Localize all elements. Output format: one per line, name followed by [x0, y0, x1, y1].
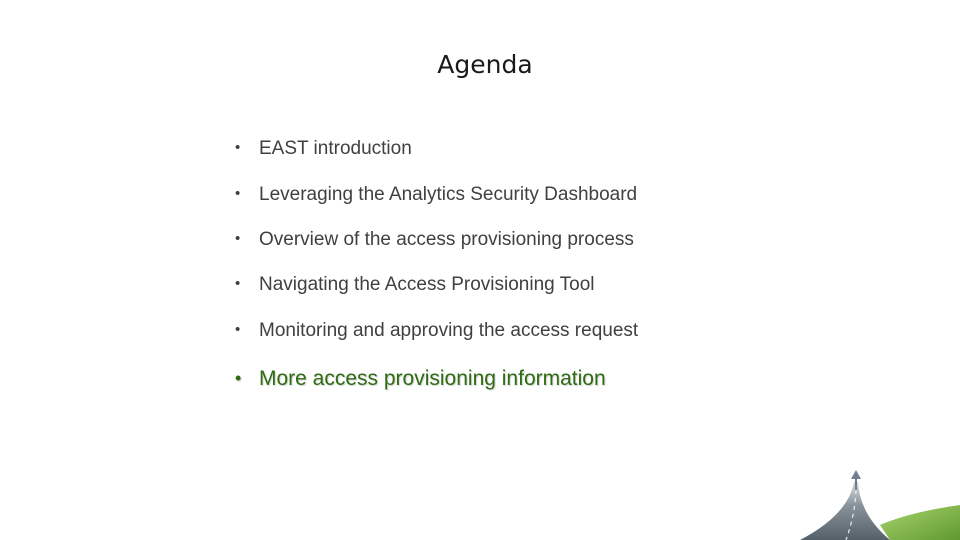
page-title: Agenda — [437, 50, 533, 79]
bullet: • — [235, 230, 241, 247]
bullet: • — [235, 321, 241, 338]
grass-shape — [880, 505, 960, 540]
fade — [820, 480, 900, 505]
agenda-item-text: Navigating the Access Provisioning Tool — [259, 274, 595, 295]
road-arrow-icon — [760, 460, 960, 540]
agenda-item-text: Overview of the access provisioning process — [259, 229, 634, 250]
agenda-item-highlight-text[interactable]: More access provisioning information — [259, 367, 606, 390]
bullet: • — [235, 139, 241, 156]
agenda-item — [235, 138, 412, 160]
agenda-item — [235, 184, 637, 206]
bullet: • — [235, 185, 241, 202]
agenda-item-text: Monitoring and approving the access request — [259, 320, 639, 341]
agenda-item — [235, 274, 595, 296]
agenda-item-text: Leveraging the Analytics Security Dashboard — [259, 184, 638, 205]
bullet: • — [235, 275, 241, 292]
agenda-item-highlight[interactable] — [235, 367, 606, 391]
agenda-item-text: EAST introduction — [259, 138, 412, 159]
agenda-item — [235, 320, 638, 342]
agenda-item — [235, 229, 634, 251]
bullet: • — [235, 368, 242, 388]
